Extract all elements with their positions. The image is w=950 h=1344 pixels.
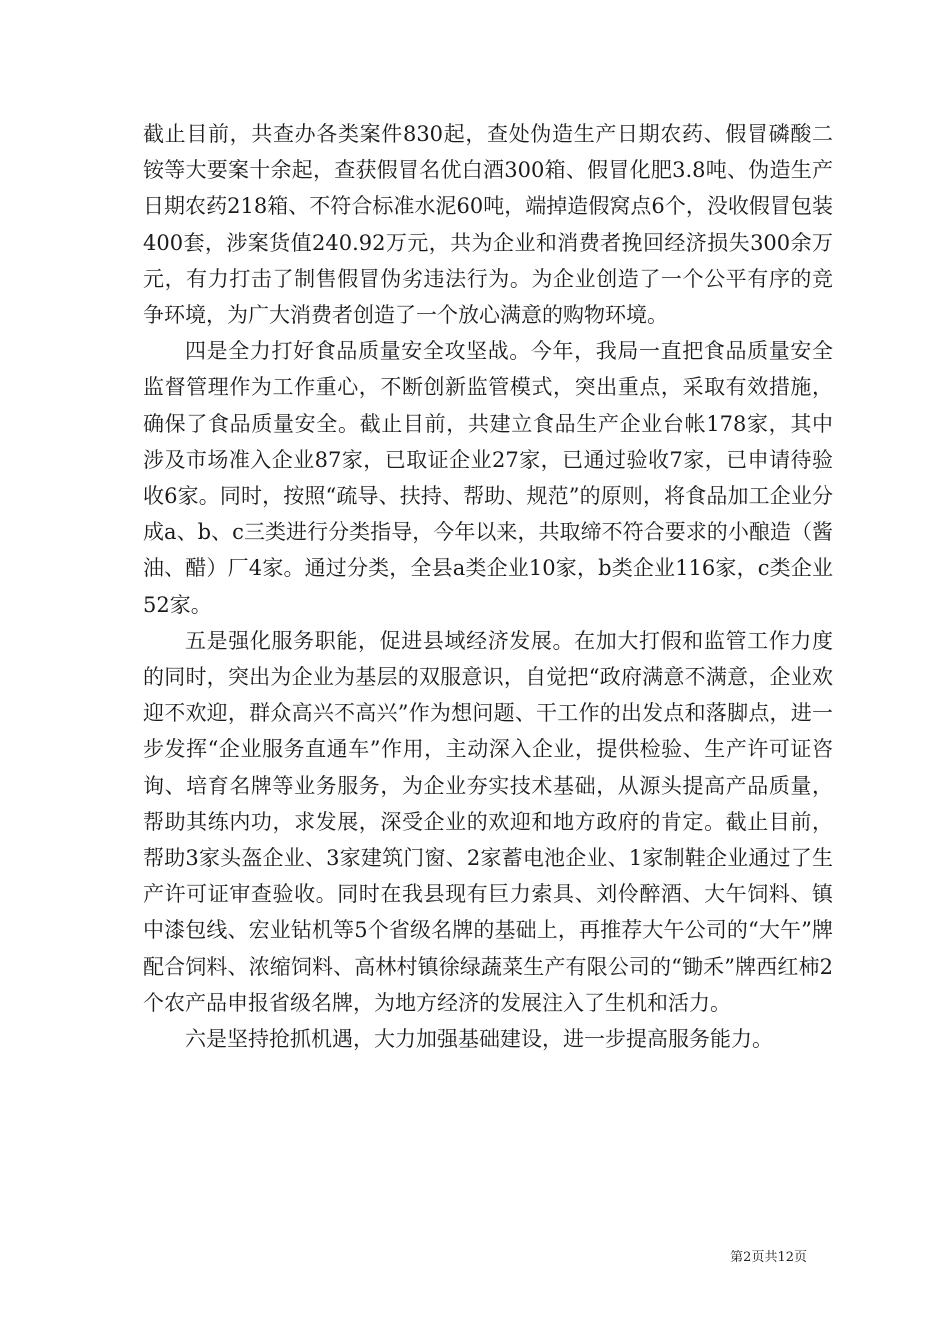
paragraph-3: 五是强化服务职能，促进县域经济发展。在加大打假和监管工作力度的同时，突出为企业为基层的双服意识，自觉把“政府满意不满意，企业欢迎不欢迎，群众高兴不高兴”作为想问题、干工作的出发点和落脚点，进一步发挥“企业服务直通车”作用，主动深入企业，提供检验、生产许可证咨询、培育名牌等业务服务，为企业夯实技术基础，从源头提高产品质量，帮助其练内功，求发展，深受企业的欢迎和地方政府的肯定。截止目前，帮助3家头盔企业、3家建筑门窗、2家蓄电池企业、1家制鞋企业通过了生产许可证审查验收。同时在我县现有巨力索具、刘伶醉酒、大午饲料、镇中漆包线、宏业钻机等5个省级名牌的基础上，再推荐大午公司的“大午”牌配合饲料、浓缩饲料、高林村镇徐绿蔬菜生产有限公司的“锄禾”牌西红柿2个农产品申报省级名牌，为地方经济的发展注入了生机和活力。 xyxy=(143,628,833,1015)
paragraph-1: 截止目前，共查办各类案件830起，查处伪造生产日期农药、假冒磷酸二铵等大要案十余起，查获假冒名优白酒300箱、假冒化肥3.8吨、伪造生产日期农药218箱、不符合标准水泥60吨，端掉造假窝点6个，没收假冒包装400套，涉案货值240.92万元，共为企业和消费者挽回经济损失300余万元，有力打击了制售假冒伪劣违法行为。为企业创造了一个公平有序的竞争环境，为广大消费者创造了一个放心满意的购物环境。 xyxy=(143,122,833,328)
body-text xyxy=(143,116,833,1057)
paragraph-2: 四是全力打好食品质量安全攻坚战。今年，我局一直把食品质量安全监督管理作为工作重心，不断创新监管模式，突出重点，采取有效措施，确保了食品质量安全。截止目前，共建立食品生产企业台帐178家，其中涉及市场准入企业87家，已取证企业27家，已通过验收7家，已申请待验收6家。同时，按照“疏导、扶持、帮助、规范”的原则，将食品加工企业分成a、b、c三类进行分类指导，今年以来，共取缔不符合要求的小酿造（酱油、醋）厂4家。通过分类，全县a类企业10家，b类企业116家，c类企业52家。 xyxy=(143,339,833,617)
page-number: 第2页共12页 xyxy=(730,1250,807,1265)
paragraph-4: 六是坚持抢抓机遇，大力加强基础建设，进一步提高服务能力。 xyxy=(185,1027,773,1052)
